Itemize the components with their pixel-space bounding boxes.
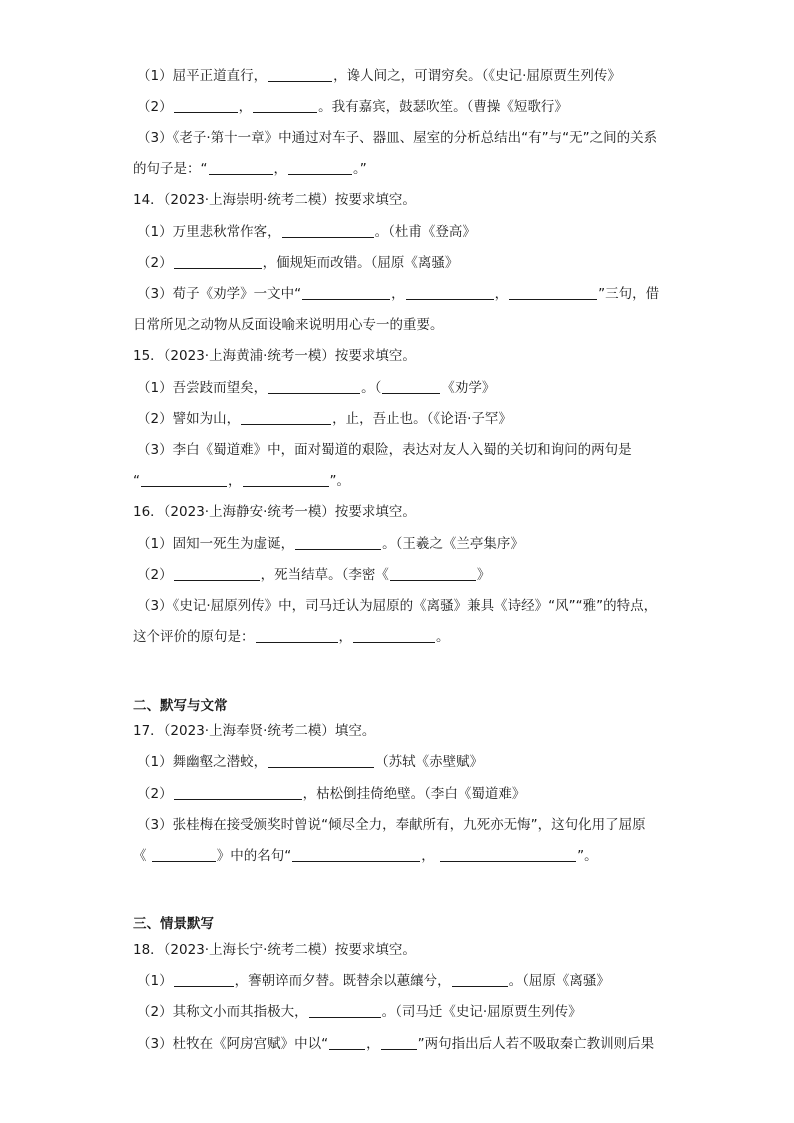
answer-blank[interactable] bbox=[288, 160, 352, 175]
text: 16．（2023·上海静安·统考一模）按要求填空。 bbox=[133, 504, 416, 520]
text: （2） bbox=[137, 786, 173, 802]
text: （1） bbox=[137, 973, 173, 989]
q16-item-3-cont bbox=[133, 627, 674, 647]
text: 。（屈原《离骚》 bbox=[508, 973, 610, 989]
text: ，谗人间之，可谓穷矣。（《史记·屈原贾生列传》 bbox=[333, 68, 621, 84]
answer-blank[interactable] bbox=[174, 566, 260, 581]
q15-item-2 bbox=[137, 409, 674, 429]
answer-blank[interactable] bbox=[329, 1035, 365, 1050]
answer-blank[interactable] bbox=[302, 285, 390, 300]
text: ，枯松倒挂倚绝壁。（李白《蜀道难》 bbox=[302, 786, 526, 802]
text: 日常所见之动物从反面设喻来说明用心专一的重要。 bbox=[133, 317, 444, 333]
text: 。” bbox=[353, 161, 367, 177]
text: 。（ bbox=[361, 380, 382, 396]
answer-blank[interactable] bbox=[509, 285, 597, 300]
q15-item-3 bbox=[137, 440, 674, 460]
answer-blank[interactable] bbox=[381, 1035, 417, 1050]
answer-blank[interactable] bbox=[141, 472, 227, 487]
text: 。 bbox=[436, 629, 450, 645]
q17-item-1 bbox=[137, 752, 674, 772]
text: （苏轼《赤壁赋》 bbox=[375, 754, 484, 770]
q16-item-3 bbox=[137, 596, 674, 616]
text: （2） bbox=[137, 567, 173, 583]
text: ， bbox=[228, 473, 242, 489]
text: ， bbox=[391, 286, 405, 302]
text: （2）譬如为山， bbox=[137, 411, 241, 427]
q18-item-2 bbox=[137, 1002, 674, 1022]
text: ， bbox=[421, 848, 440, 864]
text: （3）《老子·第十一章》中通过对车子、器皿、屋室的分析总结出“有”与“无”之间的关系 bbox=[137, 130, 658, 146]
q18-item-1 bbox=[137, 971, 674, 991]
answer-blank[interactable] bbox=[268, 753, 374, 768]
q17-heading bbox=[133, 721, 674, 741]
text: （3）《史记·屈原列传》中，司马迁认为屈原的《离骚》兼具《诗经》“风”“雅”的特点， bbox=[137, 598, 658, 614]
text: ，止，吾止也。（《论语·子罕》 bbox=[332, 411, 512, 427]
text: 。（杜甫《登高》 bbox=[374, 224, 476, 240]
text: ， bbox=[338, 629, 352, 645]
q14-heading bbox=[133, 190, 674, 210]
q17-item-3-cont bbox=[133, 846, 674, 866]
text: ， bbox=[366, 1036, 380, 1052]
text: （3）张桂梅在接受颁奖时曾说“倾尽全力，奉献所有，九死亦无悔”，这句化用了屈原 bbox=[137, 817, 646, 833]
text: （2） bbox=[137, 255, 173, 271]
q14-item-2 bbox=[137, 253, 674, 273]
answer-blank[interactable] bbox=[440, 847, 576, 862]
section-heading-3 bbox=[133, 914, 674, 934]
text: （1）吾尝跂而望矣， bbox=[137, 380, 268, 396]
answer-blank[interactable] bbox=[268, 379, 360, 394]
text: ”。 bbox=[329, 473, 350, 489]
answer-blank[interactable] bbox=[174, 785, 302, 800]
q15-item-3-cont bbox=[133, 471, 674, 491]
q18-heading bbox=[133, 940, 674, 960]
answer-blank[interactable] bbox=[406, 285, 494, 300]
answer-blank[interactable] bbox=[243, 472, 329, 487]
text: ”三句，借 bbox=[598, 286, 660, 302]
q13-item-2 bbox=[137, 97, 674, 117]
text: （1）固知一死生为虚诞， bbox=[137, 536, 295, 552]
answer-blank[interactable] bbox=[309, 1003, 381, 1018]
text: 15．（2023·上海黄浦·统考一模）按要求填空。 bbox=[133, 348, 416, 364]
answer-blank[interactable] bbox=[268, 67, 332, 82]
section-heading-2 bbox=[133, 696, 674, 716]
text: ， bbox=[238, 99, 253, 115]
text: ，偭规矩而改错。（屈原《离骚》 bbox=[262, 255, 459, 271]
text: 》 bbox=[476, 567, 491, 583]
answer-blank[interactable] bbox=[174, 98, 238, 113]
answer-blank[interactable] bbox=[241, 410, 331, 425]
q14-item-3 bbox=[137, 284, 674, 304]
q17-item-3 bbox=[137, 815, 674, 835]
q16-item-2 bbox=[137, 565, 674, 585]
text: 17．（2023·上海奉贤·统考二模）填空。 bbox=[133, 723, 376, 739]
answer-blank[interactable] bbox=[390, 566, 476, 581]
answer-blank[interactable] bbox=[253, 98, 317, 113]
q14-item-3-cont bbox=[133, 315, 674, 335]
text: 二、默写与文常 bbox=[133, 698, 228, 714]
answer-blank[interactable] bbox=[174, 972, 234, 987]
text: ”。 bbox=[577, 848, 598, 864]
answer-blank[interactable] bbox=[452, 972, 508, 987]
answer-blank[interactable] bbox=[295, 535, 381, 550]
text: （1）万里悲秋常作客， bbox=[137, 224, 281, 240]
text: ， bbox=[273, 161, 287, 177]
text: 。我有嘉宾，鼓瑟吹笙。（曹操《短歌行》 bbox=[318, 99, 568, 115]
text: 18．（2023·上海长宁·统考二模）按要求填空。 bbox=[133, 942, 416, 958]
text: 》中的名句“ bbox=[216, 848, 292, 864]
text: 。（王羲之《兰亭集序》 bbox=[382, 536, 524, 552]
text: 14．（2023·上海崇明·统考二模）按要求填空。 bbox=[133, 192, 416, 208]
q14-item-1 bbox=[137, 222, 674, 242]
text: 《 bbox=[133, 848, 151, 864]
q13-item-3 bbox=[137, 128, 674, 148]
answer-blank[interactable] bbox=[353, 628, 435, 643]
text: 这个评价的原句是： bbox=[133, 629, 255, 645]
answer-blank[interactable] bbox=[152, 847, 216, 862]
q17-item-2 bbox=[137, 784, 674, 804]
q18-item-3 bbox=[137, 1034, 674, 1054]
text: 。（司马迁《史记·屈原贾生列传》 bbox=[381, 1004, 582, 1020]
text: 的句子是：“ bbox=[133, 161, 208, 177]
text: （3）杜牧在《阿房宫赋》中以“ bbox=[137, 1036, 329, 1052]
text: 《劝学》 bbox=[441, 380, 496, 396]
q16-item-1 bbox=[137, 534, 674, 554]
q16-heading bbox=[133, 502, 674, 522]
answer-blank[interactable] bbox=[174, 254, 262, 269]
text: ”两句指出后人若不吸取秦亡教训则后果 bbox=[417, 1036, 655, 1052]
q15-heading bbox=[133, 346, 674, 366]
text: （3）荀子《劝学》一文中“ bbox=[137, 286, 302, 302]
text: （3）李白《蜀道难》中，面对蜀道的艰险，表达对友人入蜀的关切和询问的两句是 bbox=[137, 442, 632, 458]
q13-item-3-cont bbox=[133, 159, 674, 179]
text: （2）其称文小而其指极大， bbox=[137, 1004, 308, 1020]
text: （2） bbox=[137, 99, 173, 115]
answer-blank[interactable] bbox=[292, 847, 420, 862]
text: 三、情景默写 bbox=[133, 916, 214, 932]
text: （1）屈平正道直行， bbox=[137, 68, 268, 84]
q13-item-1 bbox=[137, 66, 674, 86]
answer-blank[interactable] bbox=[256, 628, 338, 643]
text: ， bbox=[494, 286, 509, 302]
text: ，死当结草。（李密《 bbox=[260, 567, 389, 583]
text: ，謇朝谇而夕替。既替余以蕙纕兮， bbox=[234, 973, 451, 989]
answer-blank[interactable] bbox=[382, 379, 440, 394]
text: （1）舞幽壑之潜蛟， bbox=[137, 754, 268, 770]
answer-blank[interactable] bbox=[282, 223, 374, 238]
text: “ bbox=[133, 473, 140, 489]
answer-blank[interactable] bbox=[209, 160, 273, 175]
q15-item-1 bbox=[137, 378, 674, 398]
